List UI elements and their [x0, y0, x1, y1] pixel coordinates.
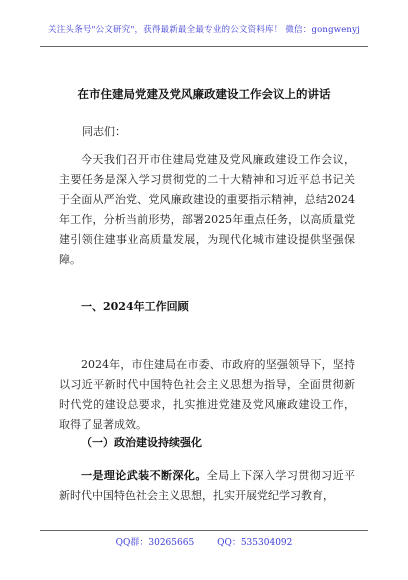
point-text: 全局上下深入学习贯彻习近平新时代中国特色社会主义思想，扎实开展党纪学习教育，: [59, 469, 356, 502]
footer-note: [0, 535, 408, 548]
point-paragraph: [59, 466, 355, 506]
footer-qq: QQ：535304092: [217, 538, 293, 548]
salutation: 同志们：: [82, 125, 126, 138]
subsection-heading-political: （一）政治建设持续强化: [81, 436, 202, 449]
section-heading-review: 一、2024年工作回顾: [81, 300, 189, 313]
footer-qq-group: QQ群：30265665: [115, 538, 195, 548]
intro-paragraph: 今天我们召开市住建局党建及党风廉政建设工作会议，主要任务是深入学习贯彻党的二十大精神和习近平总书记关于全面从严治党、党风廉政建设的重要指示精神，总结2024年工作，分析当前形势，部署2025年重点任务，以高质量党建引领住建事业高质量发展，为现代化城市建设提供坚强保障。: [59, 153, 355, 266]
header-divider: [40, 46, 368, 47]
point-lead: 一是理论武装不断深化。: [81, 469, 207, 482]
footer-divider: [40, 530, 368, 531]
header-note: 关注头条号"公文研究"，获得最新最全最专业的公文资料库！ 微信：gongwenyj: [48, 25, 360, 35]
review-paragraph: 2024年，市住建局在市委、市政府的坚强领导下，坚持以习近平新时代中国特色社会主义思想为指导，全面贯彻新时代党的建设总要求，扎实推进党建及党风廉政建设工作，取得了显著成效。: [59, 358, 355, 431]
document-title: 在市住建局党建及党风廉政建设工作会议上的讲话: [77, 87, 331, 101]
